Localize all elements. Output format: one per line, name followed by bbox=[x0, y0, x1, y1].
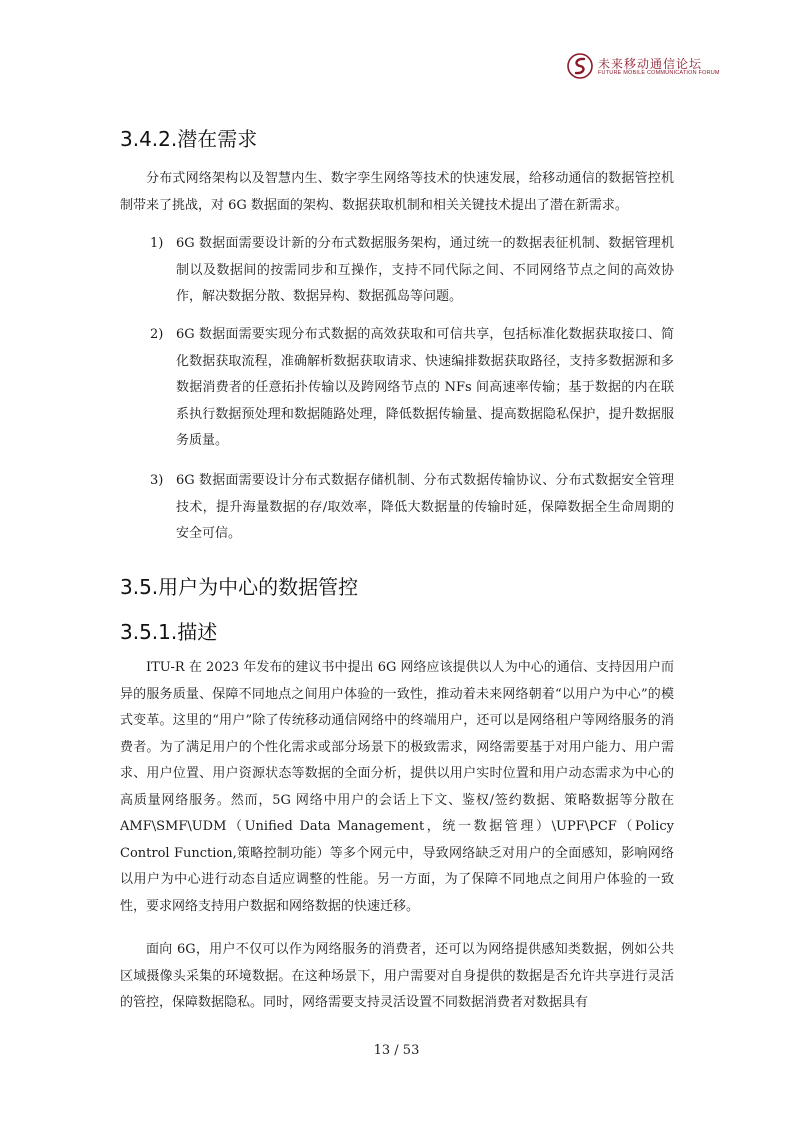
list-item-number: 1) bbox=[150, 236, 164, 251]
page-number: 13 / 53 bbox=[373, 1043, 420, 1058]
section-heading-3-4-2: 3.4.2.潜在需求 bbox=[120, 127, 258, 151]
section-heading-3-5: 3.5.用户为中心的数据管控 bbox=[120, 575, 359, 599]
list-item-number: 3) bbox=[150, 473, 164, 488]
section-heading-3-5-1: 3.5.1.描述 bbox=[120, 620, 218, 644]
list-item bbox=[150, 322, 674, 455]
list-item-text: 6G 数据面需要实现分布式数据的高效获取和可信共享，包括标准化数据获取接口、简化数据获取流程，准确解析数据获取请求、快速编排数据获取路径，支持多数据源和多数据消费者的任意拓扑传输以及跨网络节点的 NFs 间高速率传输；基于数据的内在联系执行数据预处理和数据随路处理，降低数据传输量、提高数据隐私保护，提升数据服务质量。 bbox=[176, 327, 674, 448]
list-item-text: 6G 数据面需要设计新的分布式数据服务架构，通过统一的数据表征机制、数据管理机制以及数据间的按需同步和互操作，支持不同代际之间、不同网络节点之间的高效协作，解决数据分散、数据异构、数据孤岛等问题。 bbox=[176, 236, 674, 304]
logo-english-name: FUTURE MOBILE COMMUNICATION FORUM bbox=[598, 70, 720, 76]
section-3-5-1-paragraph-2: 面向 6G，用户不仅可以作为网络服务的消费者，还可以为网络提供感知类数据，例如公共区域摄像头采集的环境数据。在这种场景下，用户需要对自身提供的数据是否允许共享进行灵活的管控，保障数据隐私。同时，网络需要支持灵活设置不同数据消费者对数据具有 bbox=[120, 942, 674, 1010]
logo-chinese-name: 未来移动通信论坛 bbox=[598, 57, 703, 71]
forum-logo bbox=[566, 52, 720, 82]
forum-emblem-icon bbox=[566, 52, 594, 80]
section-3-4-2-intro: 分布式网络架构以及智慧内生、数字孪生网络等技术的快速发展，给移动通信的数据管控机制带来了挑战，对 6G 数据面的架构、数据获取机制和相关关键技术提出了潜在新需求。 bbox=[120, 171, 674, 213]
list-item-number: 2) bbox=[150, 327, 164, 342]
list-item bbox=[150, 231, 674, 311]
list-item-text: 6G 数据面需要设计分布式数据存储机制、分布式数据传输协议、分布式数据安全管理技术，提升海量数据的存/取效率，降低大数据量的传输时延，保障数据全生命周期的安全可信。 bbox=[176, 473, 674, 541]
list-item bbox=[150, 468, 674, 548]
section-3-5-1-paragraph-1: ITU-R 在 2023 年发布的建议书中提出 6G 网络应该提供以人为中心的通信、支持因用户而异的服务质量、保障不同地点之间用户体验的一致性，推动着未来网络朝着“以用户为中心”的模式变革。这里的“用户”除了传统移动通信网络中的终端用户，还可以是网络租户等网络服务的消费者。为了满足用户的个性化需求或部分场景下的极致需求，网络需要基于对用户能力、用户需求、用户位置、用户资源状态等数据的全面分析，提供以用户实时位置和用户动态需求为中心的高质量网络服务。然而，5G 网络中用户的会话上下文、鉴权/签约数据、策略数据等分散在 AMF\SMF\UDM（Unified Data Management，统一数据管理）\UPF\PCF（Policy Control Function,策略控制功能）等多个网元中，导致网络缺乏对用户的全面感知，影响网络以用户为中心进行动态自适应调整的性能。另一方面，为了保障不同地点之间用户体验的一致性，要求网络支持用户数据和网络数据的快速迁移。 bbox=[120, 660, 674, 914]
